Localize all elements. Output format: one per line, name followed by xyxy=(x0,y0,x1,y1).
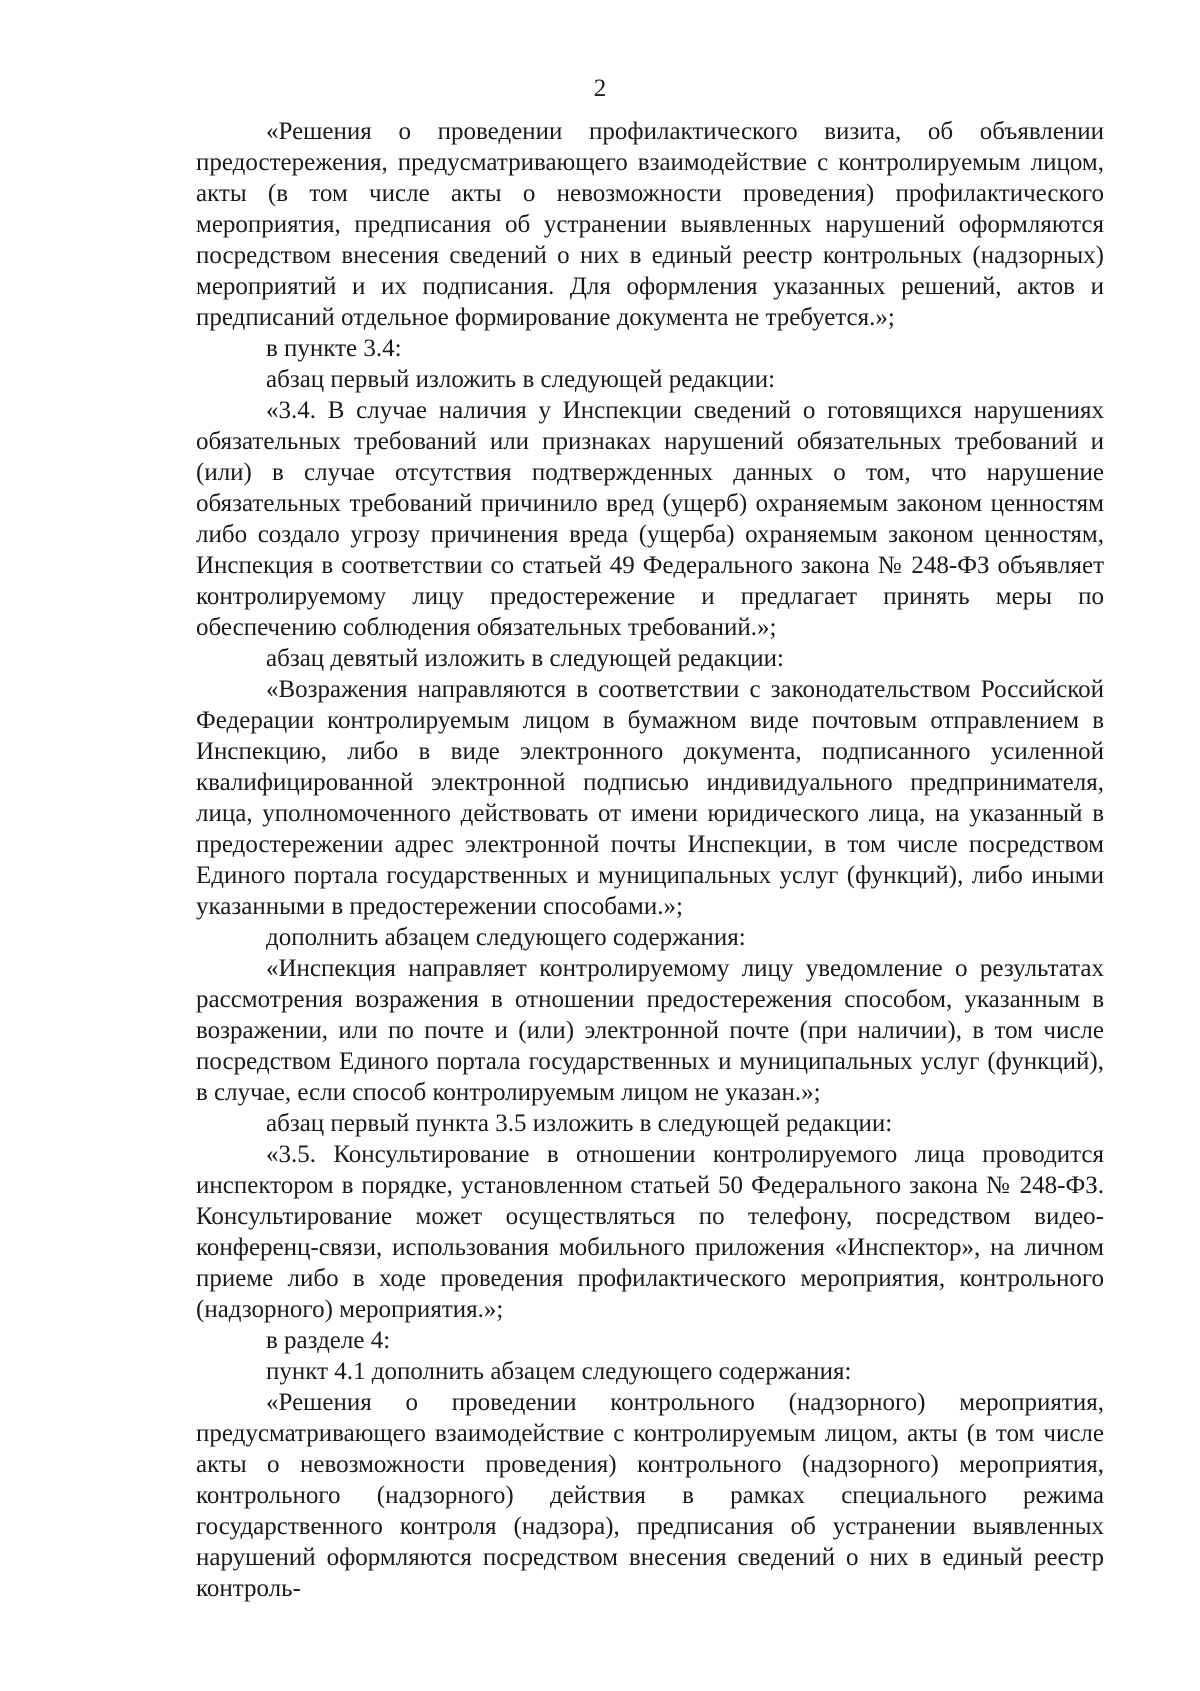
paragraph-clause-3-4-text: «3.4. В случае наличия у Инспекции сведений о готовящихся нарушениях обязательных требований или признаках нарушений обязательных требований и (или) в случае отсутствия подтвержденных данных о том, что нарушение обязательных требований причинило вред (ущерб) охраняемым законом ценностям либо создало угрозу причинения вреда (ущерба) охраняемым законом ценностям, Инспекция в соответствии со статьей 49 Федерального закона № 248-ФЗ объявляет контролируемому лицу предостережение и предлагает принять меры по обеспечению соблюдения обязательных требований.»; xyxy=(196,397,1104,641)
paragraph-clause-4-1-instruction: пункт 4.1 дополнить абзацем следующего содержания: xyxy=(266,1358,852,1385)
page-number: 2 xyxy=(593,75,607,102)
paragraph-control-decisions-text: «Решения о проведении контрольного (надзорного) мероприятия, предусматривающего взаимодействие с контролируемым лицом, акты (в том числе акты о невозможности проведения) контрольного (надзорного) мероприятия, контрольного (надзорного) действия в рамках специального режима государственного контроля (надзора), предписания об устранении выявленных нарушений оформляются посредством внесения сведений о них в единый реестр контроль- xyxy=(196,1389,1104,1602)
document-body xyxy=(196,116,1104,1604)
paragraph-ninth-abzac-instruction: абзац девятый изложить в следующей редакции: xyxy=(266,645,784,672)
paragraph-add-abzac-instruction: дополнить абзацем следующего содержания: xyxy=(266,924,746,951)
paragraph-clause-3-5-instruction: абзац первый пункта 3.5 изложить в следующей редакции: xyxy=(266,1110,893,1137)
paragraph-first-abzac-instruction: абзац первый изложить в следующей редакции: xyxy=(266,366,776,393)
paragraph-clause-3-5-text: «3.5. Консультирование в отношении контролируемого лица проводится инспектором в порядке, установленном статьей 50 Федерального закона № 248-ФЗ. Консультирование может осуществляться по телефону, посредством видео-конференц-связи, использования мобильного приложения «Инспектор», на личном приеме либо в ходе проведения профилактического мероприятия, контрольного (надзорного) мероприятия.»; xyxy=(196,1141,1104,1323)
paragraph-clause-3-4-intro: в пункте 3.4: xyxy=(266,335,402,362)
paragraph-registry-decisions: «Решения о проведении профилактического визита, об объявлении предостережения, предусматривающего взаимодействие с контролируемым лицом, акты (в том числе акты о невозможности проведения) профилактического мероприятия, предписания об устранении выявленных нарушений оформляются посредством внесения сведений о них в единый реестр контрольных (надзорных) мероприятий и их подписания. Для оформления указанных решений, актов и предписаний отдельное формирование документа не требуется.»; xyxy=(196,118,1104,331)
paragraph-objections-text: «Возражения направляются в соответствии с законодательством Российской Федерации контролируемым лицом в бумажном виде почтовым отправлением в Инспекцию, либо в виде электронного документа, подписанного усиленной квалифицированной электронной подписью индивидуального предпринимателя, лица, уполномоченного действовать от имени юридического лица, на указанный в предостережении адрес электронной почты Инспекции, в том числе посредством Единого портала государственных и муниципальных услуг (функций), либо иными указанными в предостережении способами.»; xyxy=(196,676,1104,920)
paragraph-section-4-intro: в разделе 4: xyxy=(266,1327,391,1354)
paragraph-notification-text: «Инспекция направляет контролируемому лицу уведомление о результатах рассмотрения возражения в отношении предостережения способом, указанным в возражении, или по почте и (или) электронной почте (при наличии), в том числе посредством Единого портала государственных и муниципальных услуг (функций), в случае, если способ контролируемым лицом не указан.»; xyxy=(196,955,1104,1106)
